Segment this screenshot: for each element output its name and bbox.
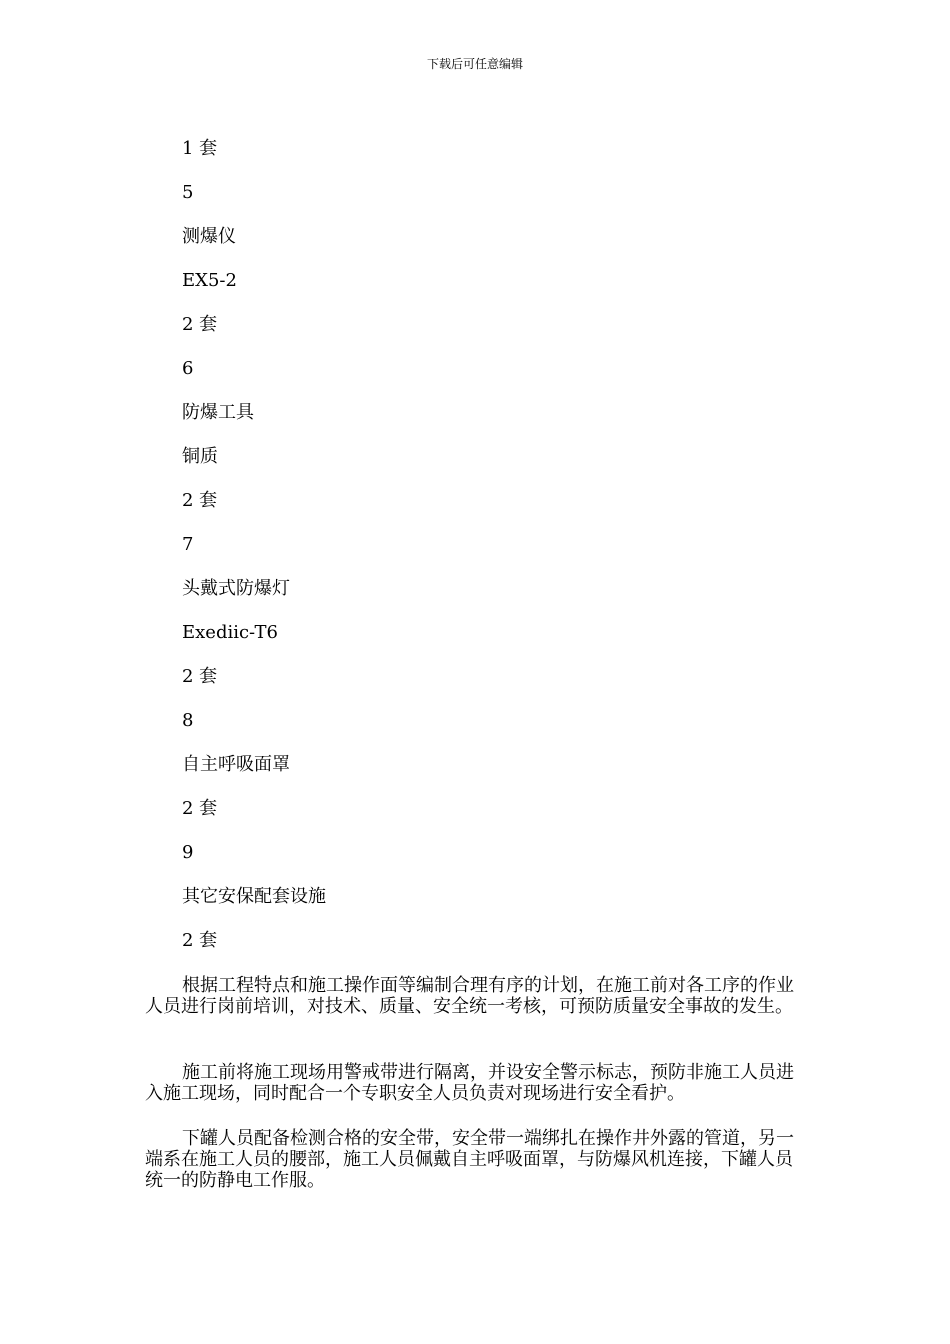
list-item: 铜质 — [182, 446, 218, 467]
list-item: 1 套 — [182, 138, 218, 159]
list-item: 2 套 — [182, 314, 218, 335]
list-item: 头戴式防爆灯 — [182, 578, 290, 599]
list-item: 防爆工具 — [182, 402, 254, 423]
list-item: 自主呼吸面罩 — [182, 754, 290, 775]
page-header: 下载后可任意编辑 — [426, 57, 523, 71]
list-item: 5 — [182, 182, 194, 203]
list-item: 测爆仪 — [182, 226, 236, 247]
list-item: 7 — [182, 534, 194, 555]
body-paragraph: 施工前将施工现场用警戒带进行隔离，并设安全警示标志，预防非施工人员进入施工现场，同时配合一个专职安全人员负责对现场进行安全看护。 — [145, 1062, 794, 1104]
list-item: 2 套 — [182, 666, 218, 687]
list-item: 8 — [182, 710, 194, 731]
list-item: Exediic-T6 — [182, 622, 278, 643]
body-paragraph: 根据工程特点和施工操作面等编制合理有序的计划，在施工前对各工序的作业人员进行岗前培训，对技术、质量、安全统一考核，可预防质量安全事故的发生。 — [145, 975, 794, 1017]
list-item: 9 — [182, 842, 194, 863]
list-item: 2 套 — [182, 930, 218, 951]
list-item: 其它安保配套设施 — [182, 886, 326, 907]
list-item: EX5-2 — [182, 270, 237, 291]
list-item: 6 — [182, 358, 194, 379]
list-item: 2 套 — [182, 798, 218, 819]
list-item: 2 套 — [182, 490, 218, 511]
body-paragraph: 下罐人员配备检测合格的安全带，安全带一端绑扎在操作井外露的管道，另一端系在施工人员的腰部，施工人员佩戴自主呼吸面罩，与防爆风机连接，下罐人员统一的防静电工作服。 — [145, 1128, 794, 1191]
